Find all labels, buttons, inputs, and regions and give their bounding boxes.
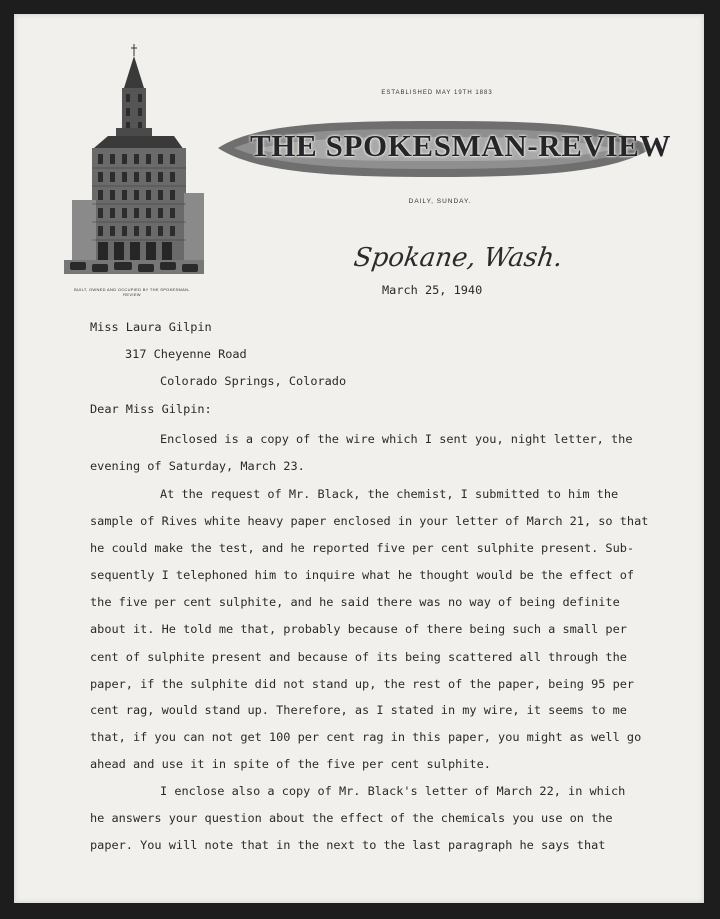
body-line: Enclosed is a copy of the wire which I sent you, night letter, the xyxy=(160,432,633,446)
salutation: Dear Miss Gilpin: xyxy=(90,402,212,416)
building-illustration xyxy=(58,28,208,298)
recipient-city: Colorado Springs, Colorado xyxy=(160,374,347,388)
recipient-street: 317 Cheyenne Road xyxy=(125,347,247,361)
newspaper-masthead: THE SPOKESMAN-REVIEW xyxy=(250,128,672,163)
letter-date: March 25, 1940 xyxy=(382,283,483,297)
body-line: I enclose also a copy of Mr. Black's letter of March 22, in which xyxy=(160,784,626,798)
building-caption: BUILT, OWNED AND OCCUPIED BY THE SPOKESMAN-REVIEW xyxy=(74,287,190,297)
letterhead-city: Spokane, Wash. xyxy=(351,243,565,273)
recipient-name: Miss Laura Gilpin xyxy=(90,320,212,334)
body-line: he answers your question about the effect of the chemicals you use on the xyxy=(90,811,613,825)
body-line: paper. You will note that in the next to the last paragraph he says that xyxy=(90,838,606,852)
body-line: ahead and use it in spite of the five per cent sulphite. xyxy=(90,757,491,771)
editions-label: DAILY, SUNDAY. xyxy=(408,198,472,205)
body-line: cent of sulphite present and because of its being scattered all through the xyxy=(90,650,627,664)
body-line: the five per cent sulphite, and he said there was no way of being definite xyxy=(90,595,620,609)
body-line: sample of Rives white heavy paper enclosed in your letter of March 21, so that xyxy=(90,514,649,528)
body-line: he could make the test, and he reported five per cent sulphite present. Sub- xyxy=(90,541,635,555)
body-line: cent rag, would stand up. Therefore, as I stated in my wire, it seems to me xyxy=(90,703,627,717)
body-line: paper, if the sulphite did not stand up, the rest of the paper, being 95 per xyxy=(90,677,635,691)
established-date: ESTABLISHED MAY 19TH 1883 xyxy=(381,90,493,96)
body-line: that, if you can not get 100 per cent rag in this paper, you might as well go xyxy=(90,730,642,744)
body-line: evening of Saturday, March 23. xyxy=(90,459,305,473)
body-line: At the request of Mr. Black, the chemist, I submitted to him the xyxy=(160,487,619,501)
body-line: about it. He told me that, probably because of there being such a small per xyxy=(90,622,627,636)
body-line: sequently I telephoned him to inquire what he thought would be the effect of xyxy=(90,568,635,582)
